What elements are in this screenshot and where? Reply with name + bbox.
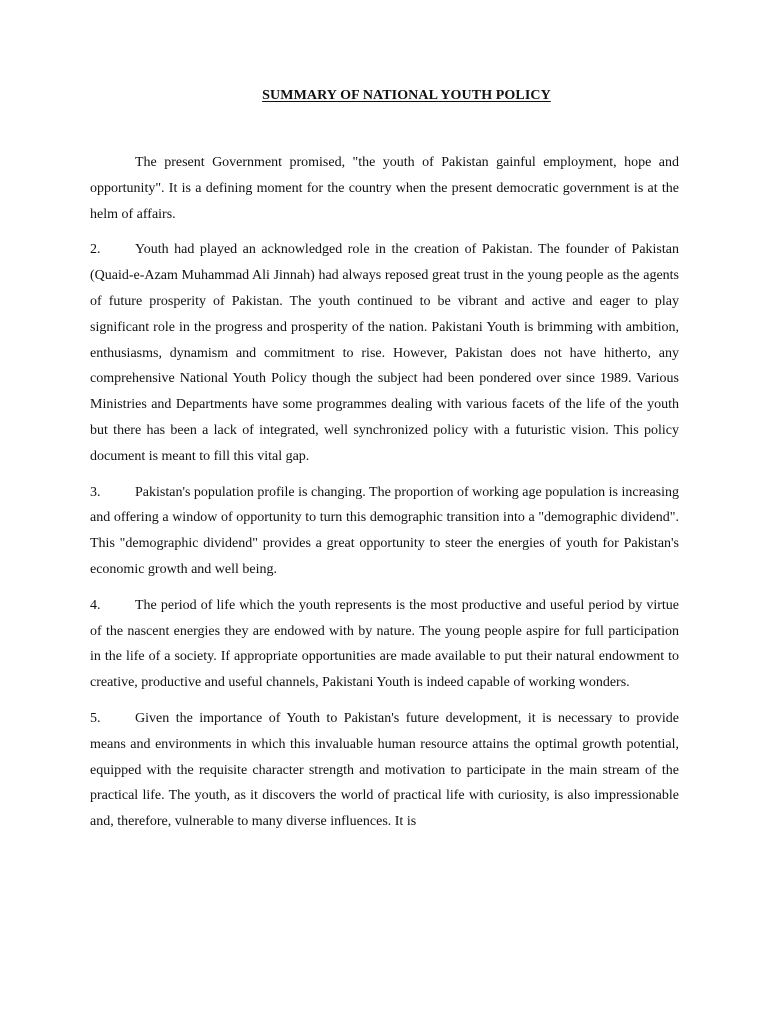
paragraph-5: [90, 706, 679, 835]
paragraph-3: [90, 480, 679, 583]
paragraph-1: [90, 150, 679, 227]
paragraph-4: [90, 593, 679, 696]
document-body: [90, 150, 679, 835]
paragraph-4-number: 4.: [90, 597, 101, 613]
paragraph-5-number: 5.: [90, 710, 101, 726]
paragraph-5-text: Given the importance of Youth to Pakistan's future development, it is necessary to provide means and environments in which this invaluable human resource attains the optimal growth potential, equipped with the requisite character strength and motivation to participate in the main stream of the practical life. The youth, as it discovers the world of practical life with curiosity, is also impressionable and, therefore, vulnerable to many diverse influences. It is: [90, 710, 679, 830]
paragraph-2: [90, 237, 679, 469]
paragraph-2-number: 2.: [90, 242, 101, 258]
paragraph-1-text: The present Government promised, "the youth of Pakistan gainful employment, hope and opportunity". It is a defining moment for the country when the present democratic government is at the helm of affairs.: [90, 155, 679, 222]
paragraph-2-text: Youth had played an acknowledged role in the creation of Pakistan. The founder of Pakistan (Quaid-e-Azam Muhammad Ali Jinnah) had always reposed great trust in the young people as the agents of future prosperity of Pakistan. The youth continued to be vibrant and active and eager to play significant role in the progress and prosperity of the nation. Pakistani Youth is brimming with ambition, enthusiasms, dynamism and commitment to rise. However, Pakistan does not have hitherto, any comprehensive National Youth Policy though the subject had been pondered over since 1989. Various Ministries and Departments have some programmes dealing with various facets of the life of the youth but there has been a lack of integrated, well synchronized policy with a futuristic vision. This policy document is meant to fill this vital gap.: [90, 242, 679, 464]
paragraph-3-number: 3.: [90, 484, 101, 500]
paragraph-3-text: Pakistan's population profile is changing. The proportion of working age population is increasing and offering a window of opportunity to turn this demographic transition into a "demographic dividend". This "demographic dividend" provides a great opportunity to steer the energies of youth for Pakistan's economic growth and well being.: [90, 484, 679, 577]
document-title: SUMMARY OF NATIONAL YOUTH POLICY: [262, 88, 551, 103]
paragraph-4-text: The period of life which the youth represents is the most productive and useful period by virtue of the nascent energies they are endowed with by nature. The young people aspire for full participation in the life of a society. If appropriate opportunities are made available to put their natural endowment to creative, productive and useful channels, Pakistani Youth is indeed capable of working wonders.: [90, 597, 679, 691]
